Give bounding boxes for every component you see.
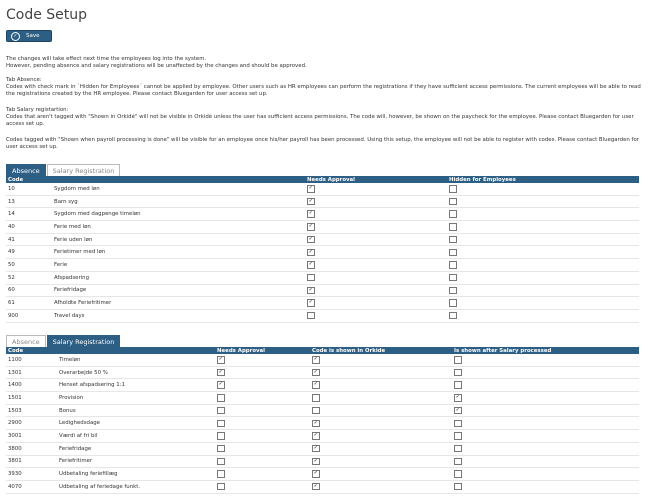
code-value: 50 bbox=[8, 261, 15, 268]
info-line-1: The changes will take effect next time the employees log into the system. bbox=[6, 56, 207, 62]
code-name: Ledighedsdage bbox=[59, 420, 100, 427]
needs-cell bbox=[305, 246, 447, 259]
table-row bbox=[6, 468, 639, 481]
needs-cell bbox=[305, 297, 447, 310]
shown-after-checkbox[interactable]: ✓ bbox=[455, 394, 460, 401]
needs-approval-checkbox[interactable]: ✓ bbox=[308, 261, 313, 268]
code-cell bbox=[6, 404, 215, 417]
code-name: Feriefridage bbox=[59, 445, 92, 452]
needs-cell bbox=[215, 404, 310, 417]
tab-absence-2[interactable]: Absence bbox=[6, 335, 46, 348]
needs-approval-checkbox[interactable]: ✓ bbox=[308, 223, 313, 230]
col-hidden: Hidden for Employees bbox=[447, 176, 639, 183]
needs-approval-checkbox[interactable] bbox=[217, 470, 225, 478]
code-value: 3800 bbox=[8, 445, 22, 452]
code-name: Udbetaling feriefillæg bbox=[59, 471, 118, 478]
needs-cell bbox=[305, 233, 447, 246]
table-row bbox=[6, 195, 639, 208]
salary-table bbox=[6, 347, 639, 494]
table-row bbox=[6, 354, 639, 366]
code-value: 1301 bbox=[8, 369, 22, 376]
code-cell bbox=[6, 366, 215, 379]
code-cell bbox=[6, 468, 215, 481]
code-value: 3001 bbox=[8, 432, 22, 439]
save-button[interactable] bbox=[6, 30, 52, 42]
needs-approval-checkbox[interactable] bbox=[217, 420, 225, 428]
code-name: Ferietimer med løn bbox=[54, 249, 106, 256]
code-value: 1400 bbox=[8, 382, 22, 389]
code-name: Overarbejde 50 % bbox=[59, 369, 108, 376]
code-cell bbox=[6, 297, 305, 310]
hidden-checkbox[interactable] bbox=[449, 185, 457, 193]
needs-approval-checkbox[interactable]: ✓ bbox=[308, 235, 313, 242]
code-value: 2900 bbox=[8, 420, 22, 427]
shown-after-checkbox[interactable]: ✓ bbox=[455, 406, 460, 413]
orkide-cell bbox=[310, 455, 452, 468]
code-cell bbox=[6, 417, 215, 430]
needs-approval-checkbox[interactable]: ✓ bbox=[308, 299, 313, 306]
code-name: Provision bbox=[59, 394, 84, 401]
needs-approval-checkbox[interactable] bbox=[307, 312, 315, 320]
absence-heading: Tab Absence: bbox=[6, 77, 42, 83]
table-row bbox=[6, 404, 639, 417]
needs-cell bbox=[305, 271, 447, 284]
code-name: Ferie med løn bbox=[54, 223, 91, 230]
check-icon: ✓ bbox=[11, 32, 20, 41]
after-cell bbox=[452, 442, 639, 455]
shown-after-checkbox[interactable] bbox=[454, 445, 462, 453]
after-cell bbox=[452, 404, 639, 417]
table-row bbox=[6, 297, 639, 310]
hidden-cell bbox=[447, 183, 639, 195]
code-cell bbox=[6, 392, 215, 405]
needs-approval-checkbox[interactable]: ✓ bbox=[308, 248, 313, 255]
shown-orkide-checkbox[interactable] bbox=[312, 394, 320, 402]
hidden-checkbox[interactable] bbox=[449, 261, 457, 269]
code-name: Afholdte Feriefritimer bbox=[54, 300, 112, 307]
code-value: 900 bbox=[8, 312, 19, 319]
code-name: Timeløn bbox=[59, 356, 81, 363]
tab-salary-registration[interactable]: Salary Registration bbox=[47, 164, 121, 177]
col-shown-orkide: Code is shown in Orkide bbox=[310, 347, 452, 354]
tabs-bottom bbox=[6, 335, 121, 347]
needs-cell bbox=[215, 430, 310, 443]
shown-after-checkbox[interactable] bbox=[454, 432, 462, 440]
needs-approval-checkbox[interactable] bbox=[307, 274, 315, 282]
code-cell bbox=[6, 379, 215, 392]
info-line-2: However, pending absence and salary registrations will be unaffected by the changes and should be approved. bbox=[6, 63, 307, 69]
payroll-text: Codes tagged with "Shown when payroll processing is done" will be visible for an employee once his/her payroll has been processed. Using this setup, the employee will not be able to register with codes. Please contact Bluegarden for user access set up. bbox=[6, 137, 639, 150]
salary-heading: Tab Salary registartion: bbox=[6, 107, 69, 113]
code-name: Henset afspadsering 1:1 bbox=[59, 382, 125, 389]
code-cell bbox=[6, 430, 215, 443]
code-value: 3930 bbox=[8, 471, 22, 478]
table-row bbox=[6, 233, 639, 246]
code-cell bbox=[6, 259, 305, 272]
needs-approval-checkbox[interactable] bbox=[217, 394, 225, 402]
orkide-cell bbox=[310, 468, 452, 481]
needs-cell bbox=[305, 183, 447, 195]
code-value: 40 bbox=[8, 223, 15, 230]
code-cell bbox=[6, 233, 305, 246]
orkide-cell bbox=[310, 480, 452, 493]
needs-cell bbox=[305, 284, 447, 297]
needs-approval-checkbox[interactable] bbox=[217, 407, 225, 415]
code-cell bbox=[6, 309, 305, 322]
table-row bbox=[6, 271, 639, 284]
needs-cell bbox=[305, 221, 447, 234]
col-needs-approval: Needs Approval bbox=[215, 347, 310, 354]
hidden-cell bbox=[447, 195, 639, 208]
hidden-cell bbox=[447, 271, 639, 284]
shown-after-checkbox[interactable] bbox=[454, 483, 462, 491]
table-row bbox=[6, 379, 639, 392]
shown-orkide-checkbox[interactable] bbox=[312, 407, 320, 415]
table-row bbox=[6, 455, 639, 468]
orkide-cell bbox=[310, 430, 452, 443]
after-cell bbox=[452, 417, 639, 430]
needs-cell bbox=[305, 195, 447, 208]
needs-approval-checkbox[interactable]: ✓ bbox=[308, 286, 313, 293]
needs-approval-checkbox[interactable] bbox=[217, 483, 225, 491]
code-cell bbox=[6, 246, 305, 259]
tabs-top bbox=[6, 164, 121, 176]
salary-text: Codes that aren't tagged with "Shown in Orkidé" will not be visible in Orkidé unless the user has sufficient access permissions. The code will, however, be shown on the paycheck for the employee. Please contact Bluegarden for user access set up. bbox=[6, 114, 634, 127]
orkide-cell bbox=[310, 417, 452, 430]
after-cell bbox=[452, 392, 639, 405]
needs-cell bbox=[215, 442, 310, 455]
hidden-checkbox[interactable] bbox=[449, 249, 457, 257]
code-value: 1503 bbox=[8, 407, 22, 414]
needs-approval-checkbox[interactable] bbox=[217, 445, 225, 453]
shown-orkide-checkbox[interactable]: ✓ bbox=[313, 432, 318, 439]
shown-orkide-checkbox[interactable]: ✓ bbox=[313, 444, 318, 451]
needs-cell bbox=[215, 379, 310, 392]
code-value: 61 bbox=[8, 300, 15, 307]
code-value: 1501 bbox=[8, 394, 22, 401]
table-row bbox=[6, 366, 639, 379]
hidden-checkbox[interactable] bbox=[449, 198, 457, 206]
hidden-cell bbox=[447, 259, 639, 272]
code-name: Bonus bbox=[59, 407, 76, 414]
table-row bbox=[6, 221, 639, 234]
needs-cell bbox=[215, 468, 310, 481]
code-name: Udbetaling af feriedage funkt. bbox=[59, 483, 141, 490]
hidden-checkbox[interactable] bbox=[449, 223, 457, 231]
code-name: Afspadsering bbox=[54, 274, 90, 281]
absence-table bbox=[6, 176, 639, 323]
orkide-cell bbox=[310, 442, 452, 455]
orkide-cell bbox=[310, 392, 452, 405]
hidden-checkbox[interactable] bbox=[449, 299, 457, 307]
code-name: Travel days bbox=[54, 312, 85, 319]
hidden-checkbox[interactable] bbox=[449, 210, 457, 218]
table-row bbox=[6, 259, 639, 272]
hidden-cell bbox=[447, 284, 639, 297]
hidden-cell bbox=[447, 233, 639, 246]
after-cell bbox=[452, 379, 639, 392]
after-cell bbox=[452, 480, 639, 493]
needs-cell bbox=[215, 455, 310, 468]
needs-cell bbox=[215, 392, 310, 405]
code-value: 3801 bbox=[8, 458, 22, 465]
hidden-checkbox[interactable] bbox=[449, 312, 457, 320]
after-cell bbox=[452, 468, 639, 481]
code-name: Sygdom med løn bbox=[54, 185, 100, 192]
code-name: Feriefridage bbox=[54, 287, 87, 294]
code-value: 13 bbox=[8, 198, 15, 205]
hidden-cell bbox=[447, 297, 639, 310]
shown-orkide-checkbox[interactable]: ✓ bbox=[313, 419, 318, 426]
shown-after-checkbox[interactable] bbox=[454, 470, 462, 478]
code-value: 41 bbox=[8, 236, 15, 243]
code-value: 1100 bbox=[8, 356, 22, 363]
after-cell bbox=[452, 455, 639, 468]
code-value: 49 bbox=[8, 249, 15, 256]
page-title: Code Setup bbox=[6, 7, 88, 23]
shown-after-checkbox[interactable] bbox=[454, 458, 462, 466]
table-row bbox=[6, 246, 639, 259]
after-cell bbox=[452, 430, 639, 443]
col-shown-after: Is shown after Salary processed bbox=[452, 347, 639, 354]
needs-approval-checkbox[interactable]: ✓ bbox=[308, 210, 313, 217]
table-row bbox=[6, 183, 639, 195]
shown-orkide-checkbox[interactable]: ✓ bbox=[313, 381, 318, 388]
code-name: Feriefritimer bbox=[59, 458, 93, 465]
table-row bbox=[6, 392, 639, 405]
code-name: Barn syg bbox=[54, 198, 78, 205]
shown-orkide-checkbox[interactable]: ✓ bbox=[313, 482, 318, 489]
hidden-checkbox[interactable] bbox=[449, 236, 457, 244]
table-row bbox=[6, 417, 639, 430]
shown-orkide-checkbox[interactable]: ✓ bbox=[313, 368, 318, 375]
code-cell bbox=[6, 480, 215, 493]
hidden-checkbox[interactable] bbox=[449, 274, 457, 282]
shown-after-checkbox[interactable] bbox=[454, 356, 462, 364]
code-cell bbox=[6, 455, 215, 468]
needs-cell bbox=[305, 309, 447, 322]
code-name: Ferie bbox=[54, 261, 68, 268]
code-value: 14 bbox=[8, 211, 15, 218]
shown-after-checkbox[interactable] bbox=[454, 381, 462, 389]
code-value: 10 bbox=[8, 185, 15, 192]
needs-cell bbox=[215, 366, 310, 379]
table-row bbox=[6, 284, 639, 297]
table-row bbox=[6, 430, 639, 443]
needs-approval-checkbox[interactable]: ✓ bbox=[308, 185, 313, 192]
needs-cell bbox=[215, 480, 310, 493]
needs-approval-checkbox[interactable] bbox=[217, 432, 225, 440]
needs-approval-checkbox[interactable] bbox=[217, 458, 225, 466]
code-name: Ferie uden løn bbox=[54, 236, 93, 243]
needs-approval-checkbox[interactable]: ✓ bbox=[218, 368, 223, 375]
table-row bbox=[6, 480, 639, 493]
code-cell bbox=[6, 271, 305, 284]
code-value: 52 bbox=[8, 274, 15, 281]
after-cell bbox=[452, 354, 639, 366]
col-code: Code bbox=[6, 176, 305, 183]
code-value: 60 bbox=[8, 287, 15, 294]
hidden-cell bbox=[447, 246, 639, 259]
col-needs-approval: Needs Approval bbox=[305, 176, 447, 183]
hidden-cell bbox=[447, 221, 639, 234]
after-cell bbox=[452, 366, 639, 379]
shown-orkide-checkbox[interactable]: ✓ bbox=[313, 356, 318, 363]
code-cell bbox=[6, 221, 305, 234]
needs-cell bbox=[305, 259, 447, 272]
table-row bbox=[6, 442, 639, 455]
orkide-cell bbox=[310, 354, 452, 366]
code-cell bbox=[6, 284, 305, 297]
code-cell bbox=[6, 442, 215, 455]
hidden-cell bbox=[447, 309, 639, 322]
orkide-cell bbox=[310, 379, 452, 392]
code-cell bbox=[6, 208, 305, 221]
needs-approval-checkbox[interactable]: ✓ bbox=[308, 197, 313, 204]
tab-salary-registration-2[interactable]: Salary Registration bbox=[47, 335, 121, 348]
hidden-checkbox[interactable] bbox=[449, 287, 457, 295]
code-name: Værdi af fri bil bbox=[59, 432, 98, 439]
table-row bbox=[6, 309, 639, 322]
shown-after-checkbox[interactable] bbox=[454, 420, 462, 428]
code-name: Sygdom med dagpenge timeløn bbox=[54, 211, 141, 218]
tab-absence[interactable]: Absence bbox=[6, 164, 46, 177]
col-code: Code bbox=[6, 347, 215, 354]
absence-text: Codes with check mark in `Hidden for Employees´ cannot be applied by employee. Other users such as HR employees can perform the registrations if they have sufficient access permissions. The current employees will be able to read the registrations created by the HR employee. Please contact Bluegarden for user access set up. bbox=[6, 84, 641, 97]
code-cell bbox=[6, 354, 215, 366]
hidden-cell bbox=[447, 208, 639, 221]
needs-cell bbox=[305, 208, 447, 221]
needs-cell bbox=[215, 417, 310, 430]
save-label: Save bbox=[26, 33, 40, 39]
code-cell bbox=[6, 195, 305, 208]
table-row bbox=[6, 208, 639, 221]
needs-cell bbox=[215, 354, 310, 366]
code-value: 4070 bbox=[8, 483, 22, 490]
orkide-cell bbox=[310, 404, 452, 417]
needs-approval-checkbox[interactable]: ✓ bbox=[218, 381, 223, 388]
shown-after-checkbox[interactable] bbox=[454, 369, 462, 377]
code-cell bbox=[6, 183, 305, 195]
shown-orkide-checkbox[interactable]: ✓ bbox=[313, 470, 318, 477]
orkide-cell bbox=[310, 366, 452, 379]
shown-orkide-checkbox[interactable]: ✓ bbox=[313, 457, 318, 464]
needs-approval-checkbox[interactable]: ✓ bbox=[218, 356, 223, 363]
